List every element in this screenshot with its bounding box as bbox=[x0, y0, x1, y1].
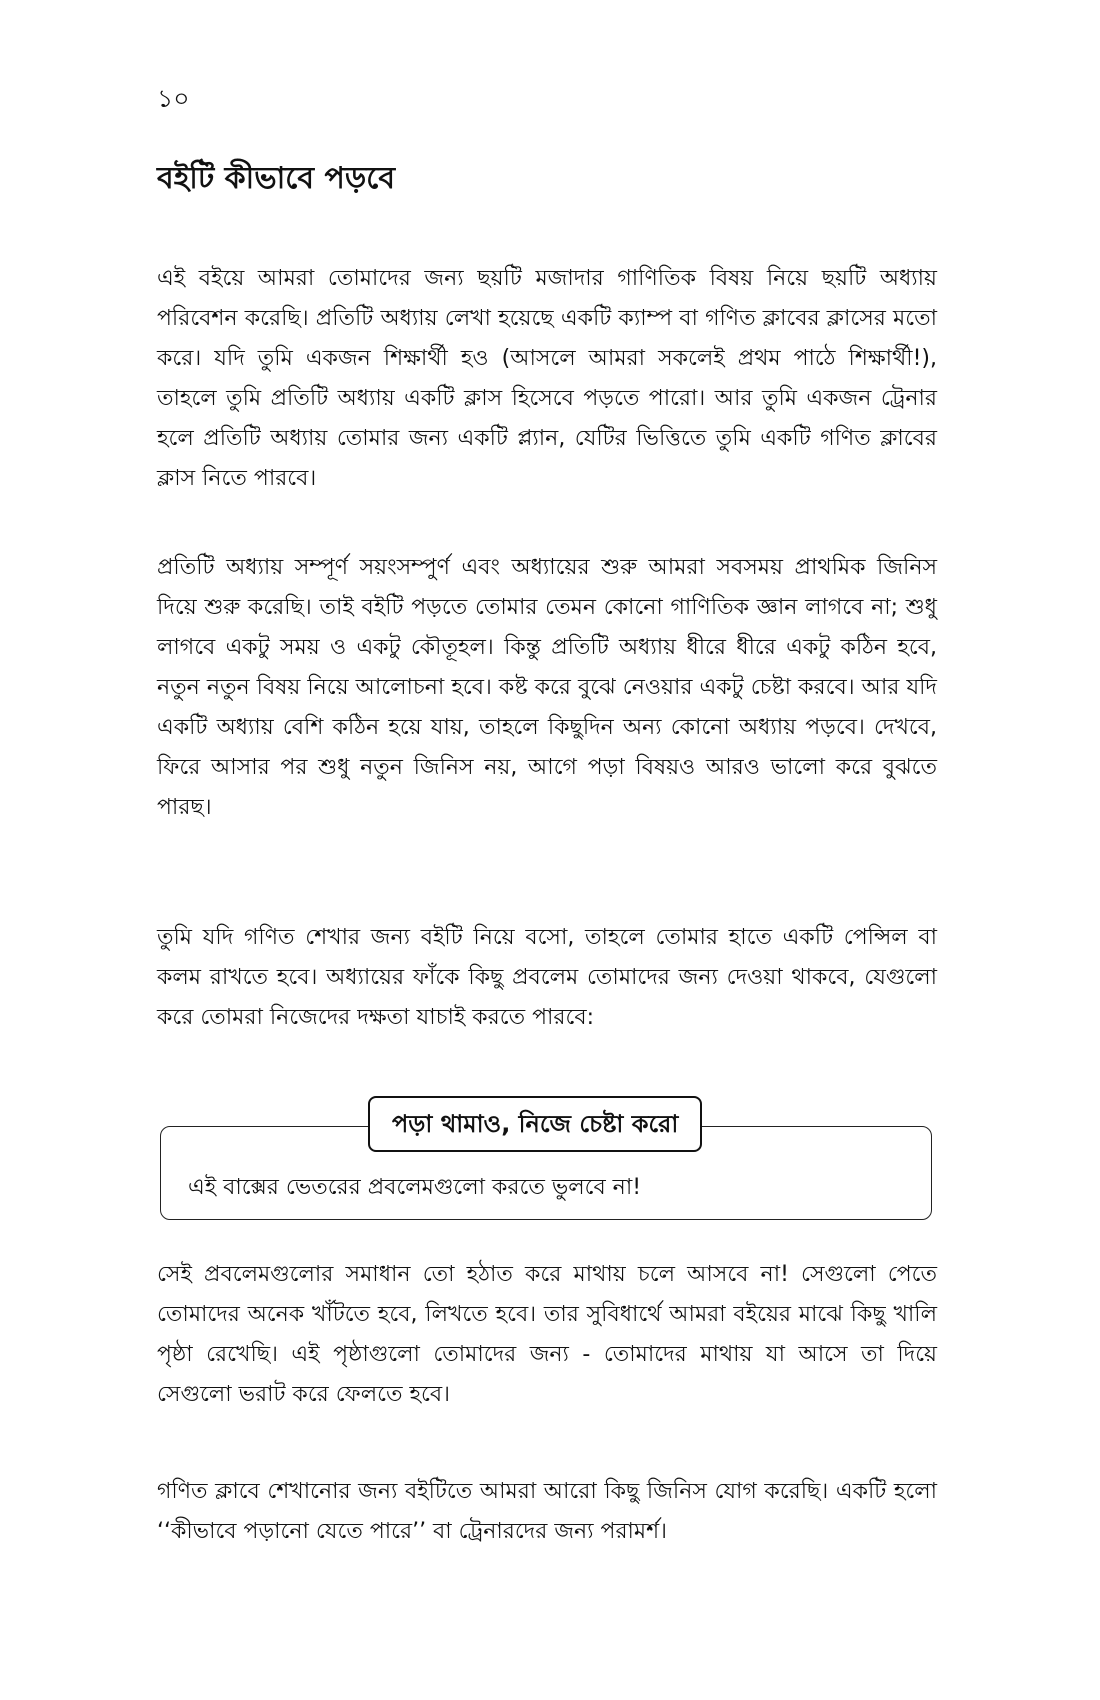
page-number: ১০ bbox=[157, 84, 190, 113]
paragraph-pencil: তুমি যদি গণিত শেখার জন্য বইটি নিয়ে বসো, তাহলে তোমার হাতে একটি পেন্সিল বা কলম রাখতে হবে। অধ্যায়ের ফাঁকে কিছু প্রবলেম তোমাদের জন্য দেওয়া থাকবে, যেগুলো করে তোমরা নিজেদের দক্ষতা যাচাই করতে পারবে: bbox=[157, 925, 937, 1030]
page-title: বইটি কীভাবে পড়বে bbox=[157, 161, 396, 196]
stop-and-try-box-text: এই বাক্সের ভেতরের প্রবলেমগুলো করতে ভুলবে না! bbox=[188, 1175, 642, 1200]
paragraph-blank-pages: সেই প্রবলেমগুলোর সমাধান তো হঠাত করে মাথায় চলে আসবে না! সেগুলো পেতে তোমাদের অনেক খাঁটতে হবে, লিখতে হবে। তার সুবিধার্থে আমরা বইয়ের মাঝে কিছু খালি পৃষ্ঠা রেখেছি। এই পৃষ্ঠাগুলো তোমাদের জন্য - তোমাদের মাথায় যা আসে তা দিয়ে সেগুলো ভরাট করে ফেলতে হবে। bbox=[157, 1262, 937, 1407]
paragraph-trainer-tips: গণিত ক্লাবে শেখানোর জন্য বইটিতে আমরা আরো কিছু জিনিস যোগ করেছি। একটি হলো ‘‘কীভাবে পড়ানো যেতে পারে’’ বা ট্রেনারদের জন্য পরামর্শ। bbox=[157, 1479, 937, 1544]
paragraph-chapters: প্রতিটি অধ্যায় সম্পূর্ণ সয়ংসম্পুর্ণ এবং অধ্যায়ের শুরু আমরা সবসময় প্রাথমিক জিনিস দিয়ে শুরু করেছি। তাই বইটি পড়তে তোমার তেমন কোনো গাণিতিক জ্ঞান লাগবে না; শুধু লাগবে একটু সময় ও একটু কৌতূহল। কিন্তু প্রতিটি অধ্যায় ধীরে ধীরে একটু কঠিন হবে, নতুন নতুন বিষয় নিয়ে আলোচনা হবে। কষ্ট করে বুঝে নেওয়ার একটু চেষ্টা করবে। আর যদি একটি অধ্যায় বেশি কঠিন হয়ে যায়, তাহলে কিছুদিন অন্য কোনো অধ্যায় পড়বে। দেখবে, ফিরে আসার পর শুধু নতুন জিনিস নয়, আগে পড়া বিষয়ও আরও ভালো করে বুঝতে পারছ। bbox=[157, 555, 937, 820]
paragraph-intro: এই বইয়ে আমরা তোমাদের জন্য ছয়টি মজাদার গাণিতিক বিষয় নিয়ে ছয়টি অধ্যায় পরিবেশন করেছি। প্রতিটি অধ্যায় লেখা হয়েছে একটি ক্যাম্প বা গণিত ক্লাবের ক্লাসের মতো করে। যদি তুমি একজন শিক্ষার্থী হও (আসলে আমরা সকলেই প্রথম পাঠে শিক্ষার্থী!), তাহলে তুমি প্রতিটি অধ্যায় একটি ক্লাস হিসেবে পড়তে পারো। আর তুমি একজন ট্রেনার হলে প্রতিটি অধ্যায় তোমার জন্য একটি প্ল্যান, যেটির ভিত্তিতে তুমি একটি গণিত ক্লাবের ক্লাস নিতে পারবে। bbox=[157, 266, 937, 491]
stop-and-try-box-title: পড়া থামাও, নিজে চেষ্টা করো bbox=[368, 1096, 702, 1152]
